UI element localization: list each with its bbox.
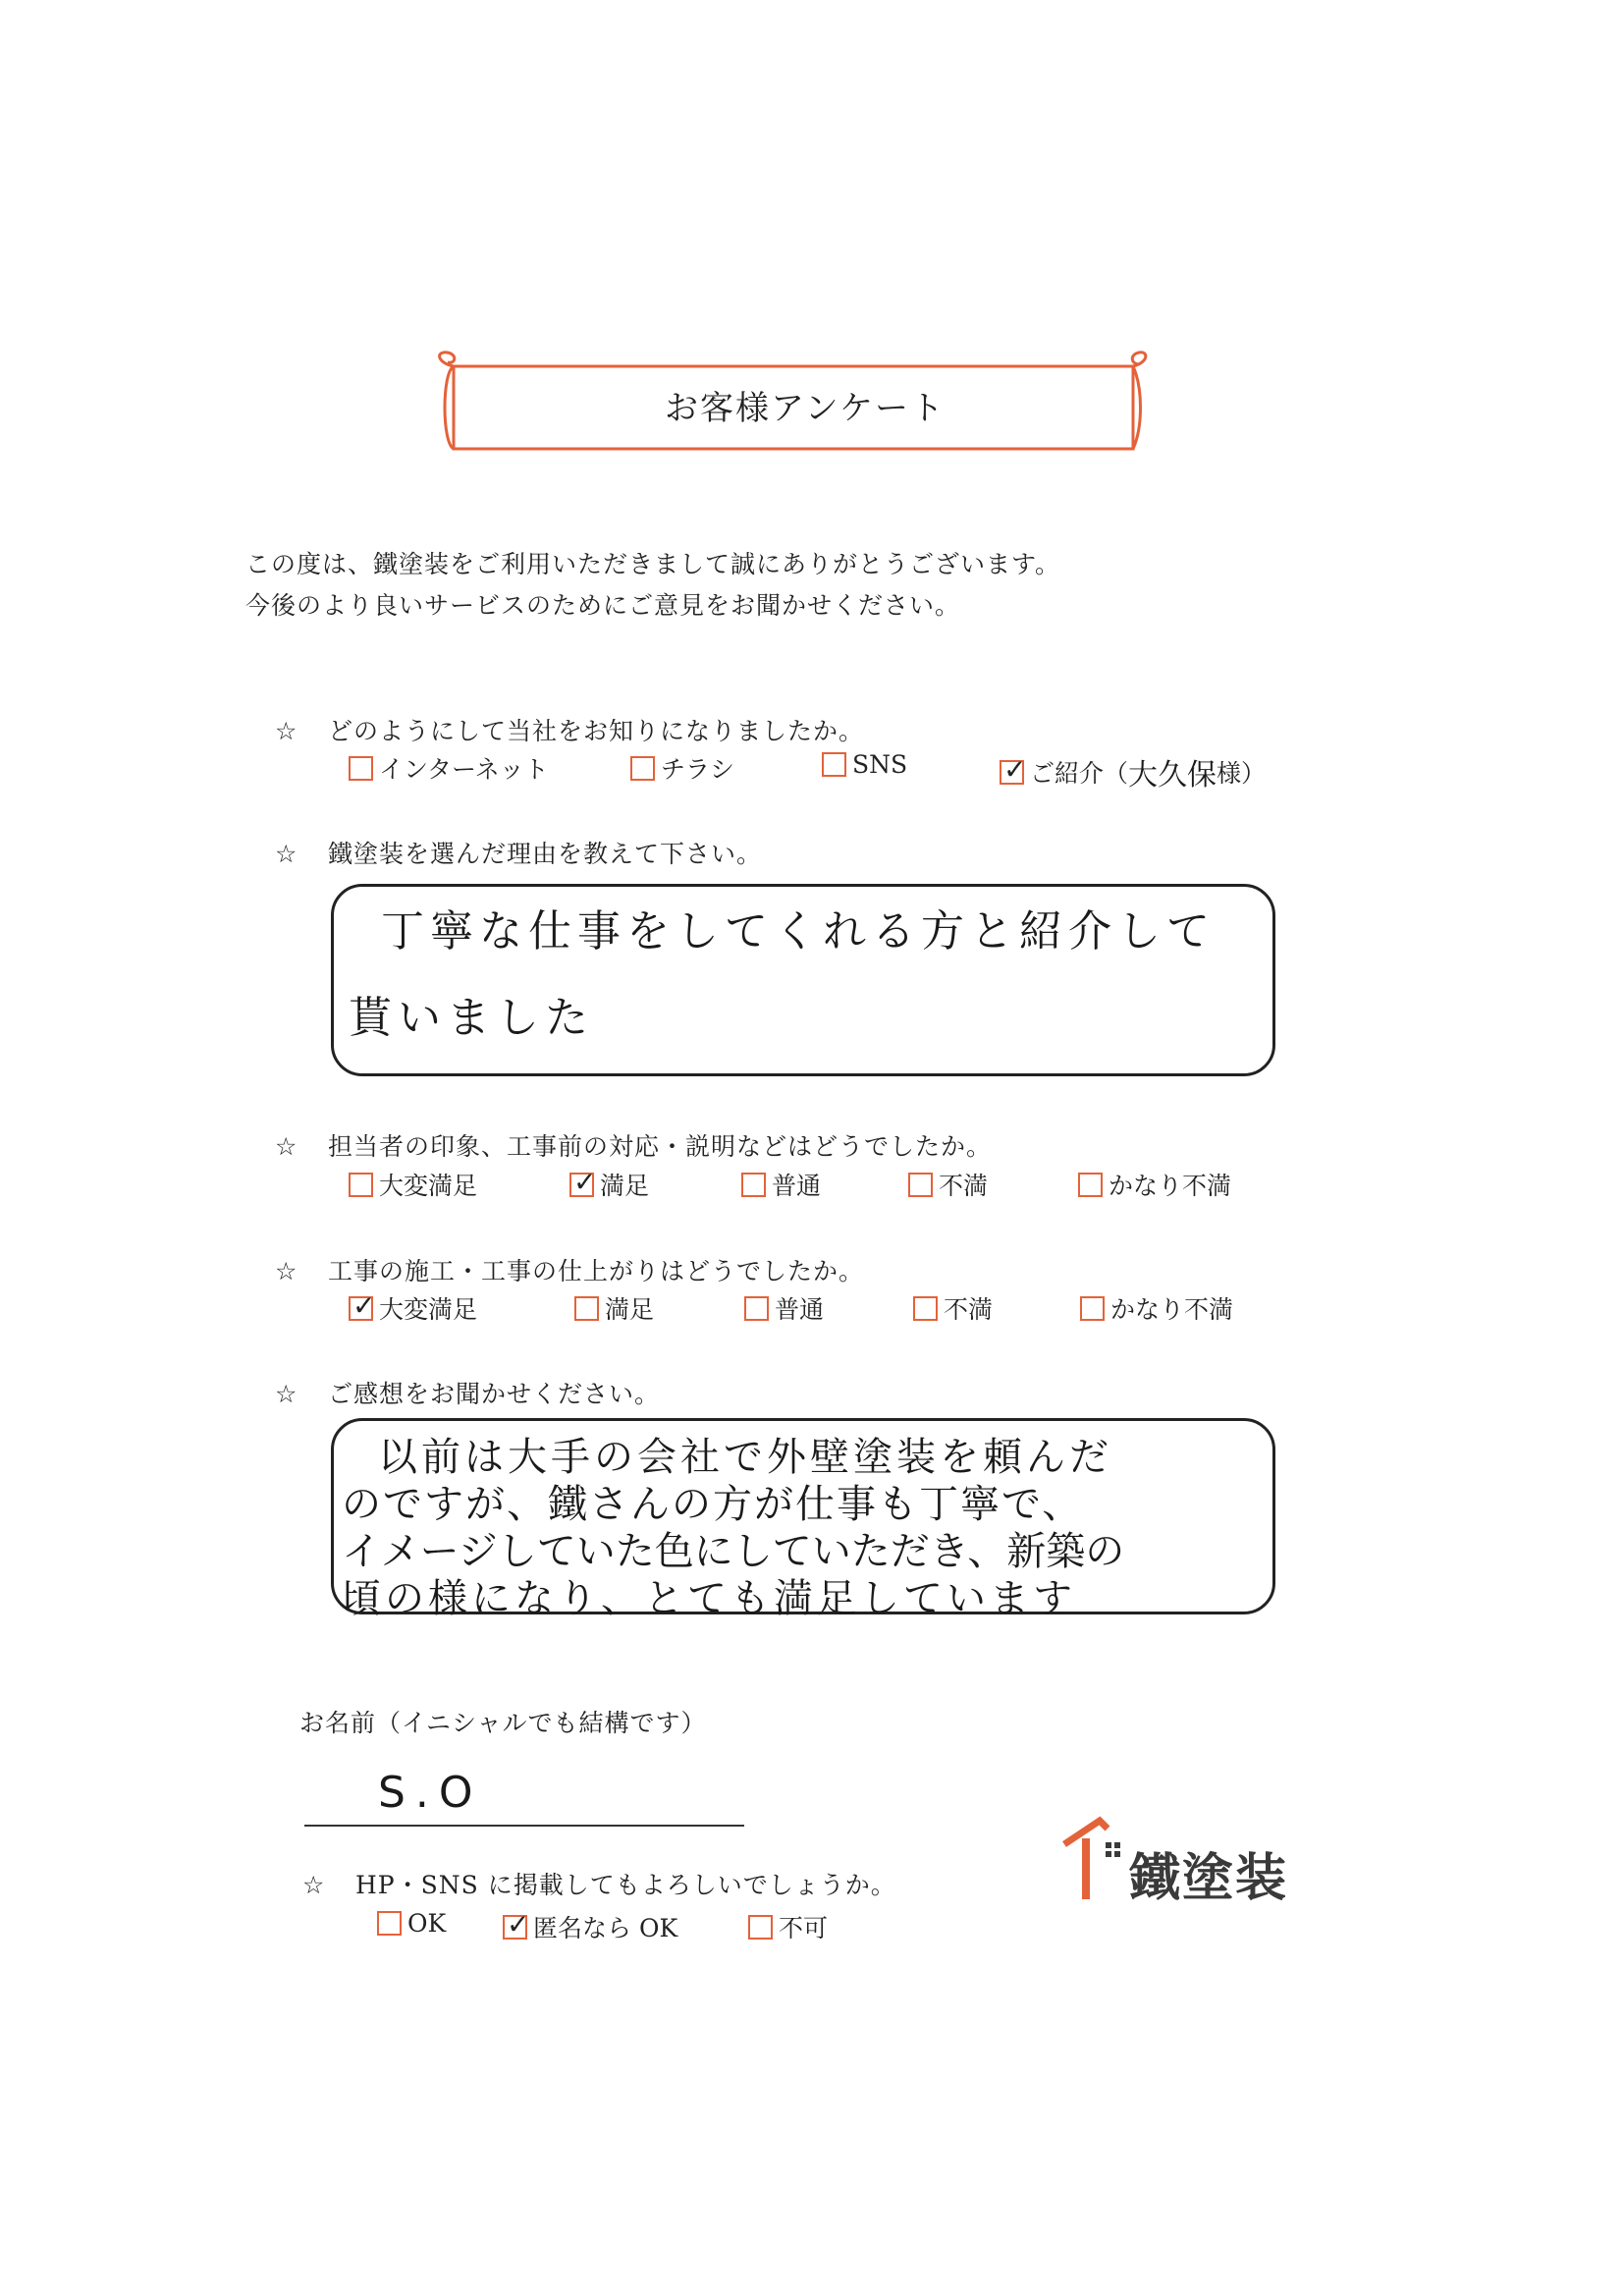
checkbox[interactable] bbox=[1080, 1296, 1105, 1321]
star-icon: ☆ bbox=[275, 1380, 298, 1408]
question-2-text: 鐵塗装を選んだ理由を教えて下さい。 bbox=[328, 840, 763, 868]
question-2 bbox=[275, 835, 762, 870]
q4-option-very-dissatisfied[interactable]: かなり不満 bbox=[1080, 1290, 1233, 1326]
checkbox-checked[interactable] bbox=[503, 1915, 527, 1940]
intro-line-1: この度は、鐵塗装をご利用いただきまして誠にありがとうございます。 bbox=[245, 550, 1061, 578]
q4-option-satisfied[interactable]: 満足 bbox=[574, 1290, 654, 1326]
checkbox[interactable] bbox=[908, 1173, 933, 1197]
checkbox[interactable] bbox=[630, 756, 655, 781]
q1-option-referral[interactable]: ✓ ご紹介 （ 大久保 様） bbox=[1000, 750, 1266, 793]
question-6 bbox=[302, 1866, 896, 1901]
referral-open-paren: （ bbox=[1104, 759, 1129, 788]
star-icon: ☆ bbox=[275, 717, 298, 745]
checkbox[interactable] bbox=[349, 756, 373, 781]
q5-answer-line-4: 頃の様になり、とても満足しています bbox=[342, 1576, 1076, 1621]
star-icon: ☆ bbox=[302, 1871, 326, 1899]
checkbox[interactable] bbox=[741, 1173, 766, 1197]
name-label: お名前（イニシャルでも結構です） bbox=[299, 1709, 707, 1737]
referral-name: 大久保 bbox=[1128, 758, 1217, 793]
intro-line-2: 今後のより良いサービスのためにご意見をお聞かせください。 bbox=[245, 591, 961, 620]
checkbox-checked[interactable] bbox=[569, 1173, 594, 1197]
checkbox[interactable] bbox=[1078, 1173, 1103, 1197]
q5-answer-line-3: イメージしていた色にしていただき、新築の bbox=[342, 1529, 1125, 1574]
q6-option-no[interactable]: 不可 bbox=[748, 1909, 828, 1944]
question-5-text: ご感想をお聞かせください。 bbox=[328, 1380, 661, 1408]
q5-answer-line-2: のですが、鐵さんの方が仕事も丁寧で、 bbox=[342, 1482, 1084, 1527]
question-1-text: どのようにして当社をお知りになりましたか。 bbox=[328, 717, 865, 745]
name-underline bbox=[304, 1825, 744, 1827]
q2-answer-line-1: 丁寧な仕事をしてくれる方と紹介して bbox=[381, 906, 1216, 957]
q1-option-internet[interactable]: インターネット bbox=[349, 750, 549, 786]
q1-option-sns[interactable]: SNS bbox=[822, 750, 907, 779]
question-3 bbox=[275, 1127, 992, 1163]
q6-option-anonymous-ok[interactable]: ✓ 匿名なら OK bbox=[503, 1909, 677, 1944]
checkbox[interactable] bbox=[822, 752, 846, 777]
checkbox[interactable] bbox=[377, 1911, 402, 1936]
q3-option-very-dissatisfied[interactable]: かなり不満 bbox=[1078, 1167, 1231, 1202]
q3-option-very-satisfied[interactable]: 大変満足 bbox=[349, 1167, 477, 1202]
q1-option-flyer[interactable]: チラシ bbox=[630, 750, 734, 786]
house-logo-icon bbox=[1060, 1815, 1129, 1905]
q4-option-very-satisfied[interactable]: ✓ 大変満足 bbox=[349, 1290, 477, 1326]
page-title: お客様アンケート bbox=[665, 389, 946, 428]
checkbox-checked[interactable] bbox=[1000, 760, 1024, 785]
q3-option-neutral[interactable]: 普通 bbox=[741, 1167, 821, 1202]
question-4 bbox=[275, 1252, 864, 1287]
star-icon: ☆ bbox=[275, 1132, 298, 1161]
question-1 bbox=[275, 712, 864, 747]
checkbox[interactable] bbox=[574, 1296, 599, 1321]
referral-suffix: 様） bbox=[1217, 759, 1267, 788]
q3-option-dissatisfied[interactable]: 不満 bbox=[908, 1167, 988, 1202]
name-value[interactable]: S.O bbox=[378, 1768, 483, 1818]
star-icon: ☆ bbox=[275, 840, 298, 868]
q5-answer-line-1: 以前は大手の会社で外壁塗装を頼んだ bbox=[378, 1435, 1112, 1480]
question-3-text: 担当者の印象、工事前の対応・説明などはどうでしたか。 bbox=[328, 1132, 993, 1161]
question-4-text: 工事の施工・工事の仕上がりはどうでしたか。 bbox=[328, 1257, 865, 1285]
q3-option-satisfied[interactable]: ✓ 満足 bbox=[569, 1167, 649, 1202]
checkbox-checked[interactable] bbox=[349, 1296, 373, 1321]
checkbox[interactable] bbox=[744, 1296, 769, 1321]
star-icon: ☆ bbox=[275, 1257, 298, 1285]
question-6-text: HP・SNS に掲載してもよろしいでしょうか。 bbox=[355, 1871, 896, 1899]
q6-option-ok[interactable]: OK bbox=[377, 1909, 446, 1938]
checkbox[interactable] bbox=[913, 1296, 938, 1321]
checkbox[interactable] bbox=[349, 1173, 373, 1197]
q4-option-dissatisfied[interactable]: 不満 bbox=[913, 1290, 993, 1326]
q2-answer-line-2: 貰いました bbox=[349, 993, 594, 1043]
company-logo-text: 鐵塗装 bbox=[1129, 1849, 1289, 1908]
question-5 bbox=[275, 1375, 660, 1410]
checkbox[interactable] bbox=[748, 1915, 773, 1940]
q4-option-neutral[interactable]: 普通 bbox=[744, 1290, 824, 1326]
